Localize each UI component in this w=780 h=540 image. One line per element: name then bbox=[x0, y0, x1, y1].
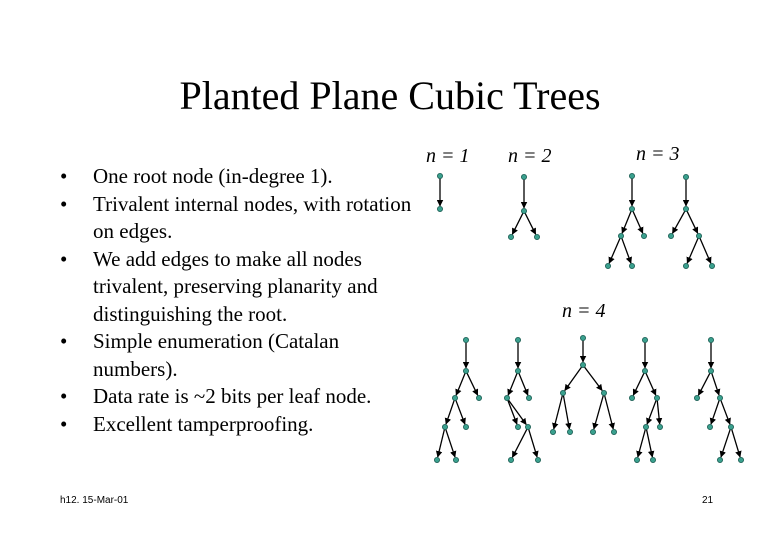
tree-edge bbox=[712, 373, 719, 395]
tree-node bbox=[463, 368, 468, 373]
tree-edge bbox=[565, 367, 582, 390]
tree-edge bbox=[673, 211, 685, 233]
tree-edge bbox=[633, 373, 644, 395]
tree-node bbox=[463, 337, 468, 342]
bullet-text: We add edges to make all nodes trivalent, preserving planarity and distinguishing the root. bbox=[93, 246, 378, 326]
tree-node bbox=[708, 337, 713, 342]
bullet-symbol: • bbox=[60, 246, 68, 271]
bullet-text: Excellent tamperproofing. bbox=[93, 411, 314, 436]
label-n1: n = 1 bbox=[426, 145, 470, 167]
tree-node bbox=[668, 233, 673, 238]
tree-node bbox=[709, 263, 714, 268]
tree-node bbox=[442, 424, 447, 429]
tree-node bbox=[601, 390, 606, 395]
tree-edge bbox=[657, 401, 659, 424]
tree-node bbox=[508, 457, 513, 462]
tree-node bbox=[452, 395, 457, 400]
bullet-symbol: • bbox=[60, 411, 68, 436]
tree-node bbox=[629, 263, 634, 268]
tree-node bbox=[683, 263, 688, 268]
tree-node bbox=[629, 173, 634, 178]
tree-edge bbox=[711, 400, 719, 424]
tree-edge bbox=[525, 213, 535, 234]
tree-node bbox=[683, 206, 688, 211]
tree-edge bbox=[509, 400, 527, 424]
page-number: 21 bbox=[702, 495, 714, 506]
tree-edge bbox=[563, 396, 569, 429]
tree-node bbox=[580, 335, 585, 340]
tree-edge bbox=[638, 430, 646, 458]
label-n4: n = 4 bbox=[562, 300, 606, 322]
tree-node bbox=[508, 234, 513, 239]
tree-node bbox=[521, 208, 526, 213]
bullet-text: Simple enumeration (Catalan numbers). bbox=[93, 329, 340, 381]
bullet-text: Trivalent internal nodes, with rotation on edges. bbox=[93, 191, 412, 243]
tree-edge bbox=[594, 396, 603, 430]
tree-edge bbox=[700, 238, 711, 263]
tree-node bbox=[550, 429, 555, 434]
tree-edges bbox=[438, 179, 740, 458]
tree-node bbox=[515, 368, 520, 373]
tree-node bbox=[611, 429, 616, 434]
tree-node bbox=[634, 457, 639, 462]
tree-edge bbox=[687, 238, 698, 263]
tree-edge bbox=[512, 213, 522, 234]
tree-node bbox=[717, 395, 722, 400]
tree-node bbox=[683, 174, 688, 179]
tree-node bbox=[534, 234, 539, 239]
tree-edge bbox=[529, 429, 537, 457]
tree-edge bbox=[721, 429, 730, 457]
tree-node bbox=[560, 390, 565, 395]
tree-node bbox=[605, 263, 610, 268]
tree-node bbox=[642, 337, 647, 342]
tree-node bbox=[515, 337, 520, 342]
tree-edge bbox=[687, 211, 698, 233]
tree-node bbox=[728, 424, 733, 429]
tree-edge bbox=[446, 400, 454, 424]
bullet-text: Data rate is ~2 bits per leaf node. bbox=[93, 384, 372, 408]
bullet-symbol: • bbox=[60, 191, 68, 216]
tree-node bbox=[641, 233, 646, 238]
tree-node bbox=[618, 233, 623, 238]
tree-node bbox=[437, 206, 442, 211]
bullet-symbol: • bbox=[60, 329, 68, 353]
tree-edge bbox=[647, 400, 656, 424]
tree-edge bbox=[456, 373, 465, 395]
tree-nodes bbox=[434, 173, 743, 462]
tree-node bbox=[453, 457, 458, 462]
tree-node bbox=[629, 206, 634, 211]
tree-edge bbox=[647, 430, 653, 457]
tree-edge bbox=[633, 211, 643, 233]
tree-edge bbox=[622, 238, 631, 263]
tree-node bbox=[654, 395, 659, 400]
tree-edge bbox=[512, 429, 526, 457]
tree-node bbox=[738, 457, 743, 462]
tree-edge bbox=[622, 211, 631, 233]
tree-edge bbox=[519, 373, 528, 395]
tree-node bbox=[526, 395, 531, 400]
bullet-symbol: • bbox=[60, 384, 68, 408]
label-n3: n = 3 bbox=[636, 143, 680, 165]
tree-node bbox=[521, 174, 526, 179]
tree-node bbox=[580, 362, 585, 367]
tree-edge bbox=[467, 373, 478, 395]
bullet-text: One root node (in-degree 1). bbox=[93, 164, 333, 188]
tree-node bbox=[463, 424, 468, 429]
tree-node bbox=[437, 173, 442, 178]
tree-node bbox=[696, 233, 701, 238]
tree-node bbox=[525, 424, 530, 429]
tree-node bbox=[629, 395, 634, 400]
tree-node bbox=[434, 457, 439, 462]
bullet-symbol: • bbox=[60, 164, 68, 188]
tree-edge bbox=[456, 400, 465, 424]
tree-edge bbox=[438, 430, 445, 457]
tree-edge bbox=[554, 396, 563, 429]
tree-edge bbox=[721, 400, 730, 424]
tree-edge bbox=[605, 396, 614, 429]
label-n2: n = 2 bbox=[508, 145, 552, 167]
slide-title: Planted Plane Cubic Trees bbox=[179, 73, 601, 118]
tree-node bbox=[708, 368, 713, 373]
tree-node bbox=[694, 395, 699, 400]
tree-node bbox=[642, 368, 647, 373]
tree-edge bbox=[508, 400, 517, 424]
tree-edge bbox=[732, 429, 740, 457]
tree-edge bbox=[698, 373, 709, 395]
tree-node bbox=[515, 424, 520, 429]
tree-node bbox=[535, 457, 540, 462]
tree-node bbox=[717, 457, 722, 462]
tree-node bbox=[707, 424, 712, 429]
tree-node bbox=[476, 395, 481, 400]
tree-node bbox=[643, 424, 648, 429]
tree-edge bbox=[446, 429, 455, 457]
tree-node bbox=[504, 395, 509, 400]
tree-node bbox=[590, 429, 595, 434]
tree-edge bbox=[609, 238, 620, 263]
tree-edge bbox=[585, 367, 603, 390]
tree-node bbox=[657, 424, 662, 429]
tree-node bbox=[650, 457, 655, 462]
tree-edge bbox=[508, 373, 517, 395]
footer-date: h12. 15-Mar-01 bbox=[60, 495, 129, 506]
tree-edge bbox=[646, 373, 656, 395]
tree-node bbox=[567, 429, 572, 434]
